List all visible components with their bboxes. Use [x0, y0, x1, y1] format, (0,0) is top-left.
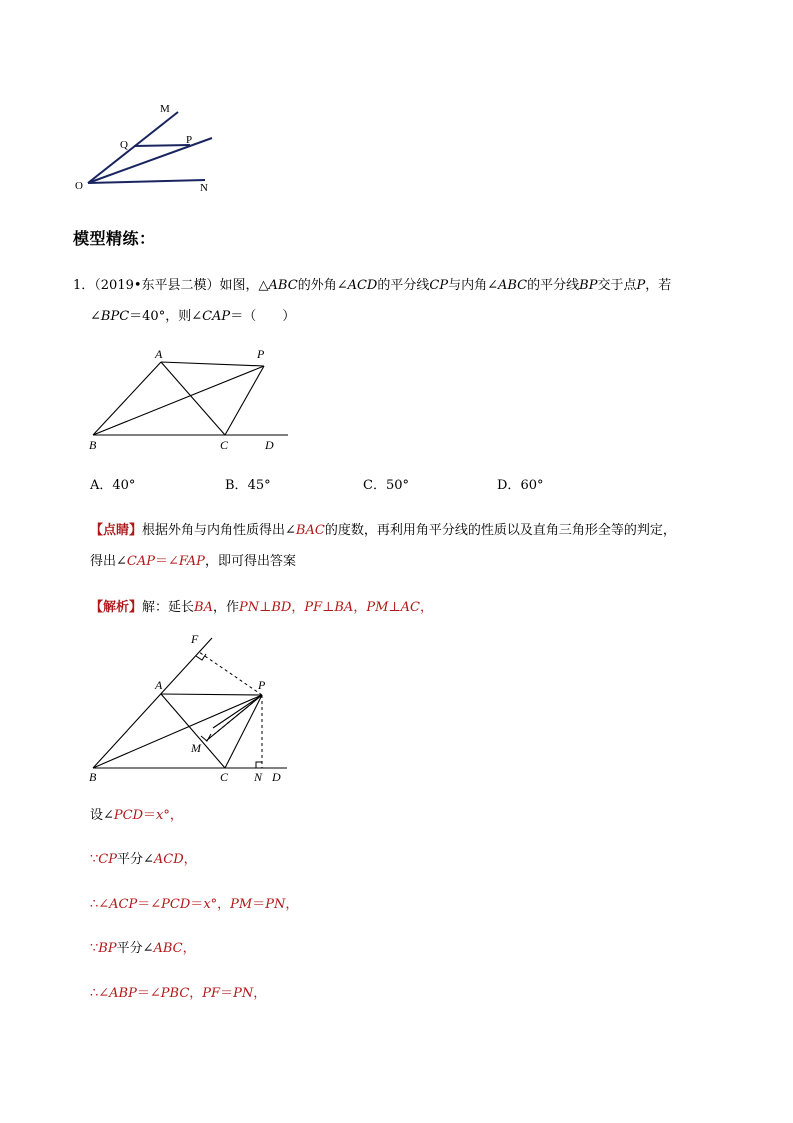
- question-source: （2019•东平县二模）: [94, 278, 220, 293]
- label-b: B: [89, 770, 97, 784]
- label-b: B: [89, 438, 97, 452]
- label-d: D: [265, 438, 274, 452]
- label-m: M: [191, 741, 201, 755]
- label-n: N: [254, 770, 263, 784]
- step-4: ∵BP平分∠ABC，: [90, 941, 196, 956]
- label-q: Q: [120, 139, 128, 151]
- right-angle-n: [256, 762, 262, 768]
- label-p: P: [257, 347, 265, 361]
- hint-tag: 【点睛】: [90, 523, 143, 538]
- hint-line-1: 【点睛】根据外角与内角性质得出∠BAC的度数，再利用角平分线的性质以及直角三角形全等的判定，: [90, 523, 676, 538]
- label-o: O: [75, 180, 83, 192]
- step-1: 设∠PCD＝x°，: [90, 808, 183, 823]
- segment-ap-diag: [213, 695, 262, 728]
- perpendicular-pf: [199, 652, 262, 695]
- right-angle-m: [201, 734, 211, 741]
- question-line-1: 1．（2019•东平县二模）如图，△ABC的外角∠ACD的平分线CP与内角∠ABC的平分线BP交于点P，若: [73, 278, 672, 293]
- question-line-2: ∠BPC＝40°，则∠CAP＝（ ）: [90, 309, 296, 324]
- label-a: A: [155, 347, 163, 361]
- step-2: ∵CP平分∠ACD，: [90, 852, 197, 867]
- analysis-tag: 【解析】: [90, 600, 143, 615]
- option-d[interactable]: D．60°: [497, 478, 544, 493]
- step-3: ∴∠ACP＝∠PCD＝x°，PM＝PN，: [90, 897, 299, 912]
- label-f: F: [191, 632, 199, 646]
- right-angle-f: [196, 654, 206, 660]
- option-c[interactable]: C．50°: [363, 478, 409, 493]
- label-n: N: [200, 182, 208, 194]
- label-a: A: [155, 678, 163, 692]
- label-p: P: [258, 678, 266, 692]
- label-c: C: [220, 770, 229, 784]
- hint-line-2: 得出∠CAP＝∠FAP，即可得出答案: [90, 554, 296, 569]
- segment-cp: [225, 695, 262, 768]
- option-a[interactable]: A．40°: [90, 478, 136, 493]
- section-title: 模型精练：: [73, 229, 156, 248]
- question-number: 1．: [73, 278, 95, 293]
- label-d: D: [272, 770, 281, 784]
- label-c: C: [220, 438, 229, 452]
- segment-ap: [161, 694, 262, 695]
- segment-ac: [161, 694, 225, 768]
- segment-bp: [93, 695, 262, 768]
- label-m: M: [160, 103, 170, 115]
- step-5: ∴∠ABP＝∠PBC，PF＝PN，: [90, 986, 267, 1001]
- option-b[interactable]: B．45°: [225, 478, 271, 493]
- label-p: P: [186, 134, 193, 146]
- analysis-line: 【解析】解：延长BA，作PN⊥BD，PF⊥BA，PM⊥AC，: [90, 600, 433, 615]
